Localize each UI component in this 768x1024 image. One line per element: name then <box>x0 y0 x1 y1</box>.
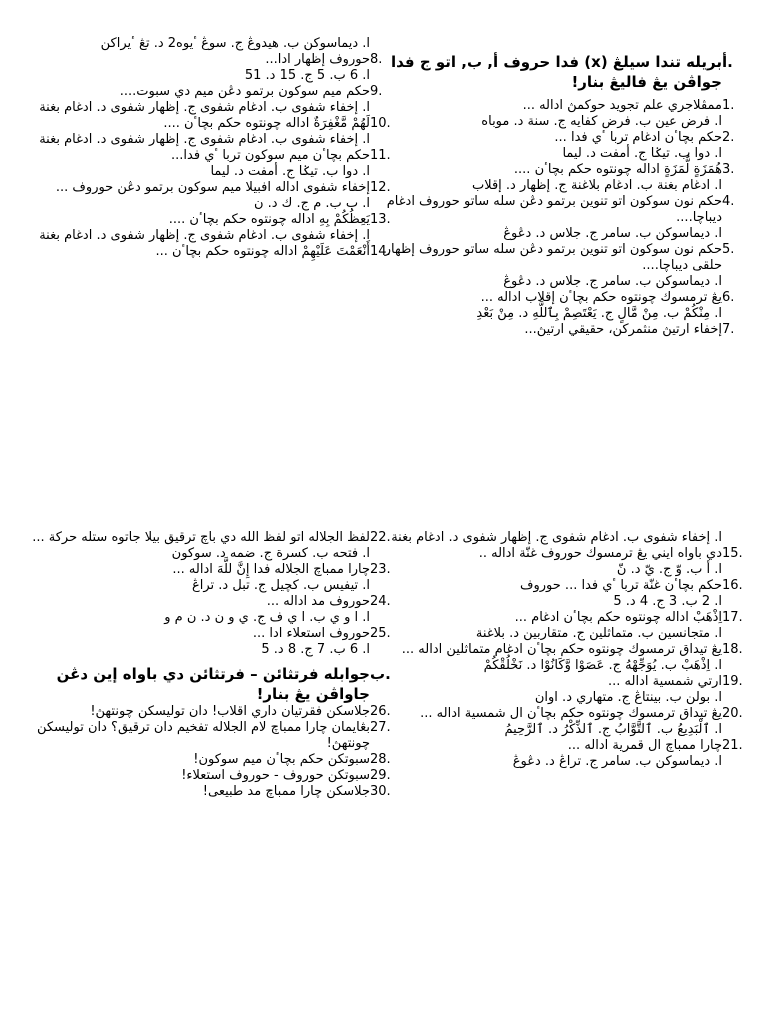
question-17-options: ا. متجانسين ب. متماثلين ج. متقاربين د. بلاغنة <box>475 626 722 641</box>
question-23: 23. چارا ممباچ الجلاله فدا إِنَّ للَّهَ اداله ... <box>172 562 391 577</box>
question-21: 21. چارا ممباچ ال قمرية اداله ... <box>567 738 743 753</box>
question-30: 30. جلاسكن چارا ممباچ مد طبيعى! <box>202 784 391 799</box>
question-1-options: ا. فرض عين ب. فرض كفايه ج. سنة د. موباه <box>481 114 722 129</box>
section-b-heading <box>20 664 392 704</box>
question-15: 15. دي باواه ايني يڠ ترمسوك حوروف غنّة اداله .. <box>478 546 743 561</box>
top-left-column <box>20 36 392 260</box>
question-17: 17. اِذْهَبْ اداله چونتوه حكم بچاٴن ادغام ... <box>514 610 743 625</box>
bottom-right-column <box>376 530 744 770</box>
question-26: 26. جلاسكن فقرتيان داري اقلاب! دان توليسكن چونتهڽ! <box>90 704 391 719</box>
question-21-options: ا. ديماسوكن ب. سامر ج. تراڠ د. دڠوڠ <box>512 754 722 769</box>
question-20: 20. يڠ تيداق ترمسوك چونتوه حكم بچاٴن ال شمسية اداله ... <box>420 706 743 721</box>
bottom-left-column <box>20 530 392 800</box>
question-19: 19. ارتي شمسية اداله ... <box>608 674 743 689</box>
question-16-options: ا. 2 ب. 3 ج. 4 د. 5 <box>613 594 722 609</box>
question-6: 6. يڠ ترمسوك چونتوه حكم بچاٴن إقلاب اداله ... <box>480 290 735 305</box>
question-9: 9. حكم ميم سوكون برتمو دڠن ميم دي سبوت.... <box>119 84 383 99</box>
question-7-options: ا. ديماسوكن ب. هيدوڠ ج. سوڠ ٴيوه2 د. تڠ ٴيراكن <box>100 36 370 51</box>
question-3: 3. هُمَزَةٍ لُّمَزَةٍ اداله چونتوه حكم بچاٴن .... <box>513 162 735 177</box>
question-2: 2. حكم بچاٴن ادغام تربا ٴي فدا ... <box>554 130 735 145</box>
question-24: 24. حوروف مد اداله ... <box>266 594 391 609</box>
section-b-instruction: جوابله فرتثائن – فرتثائن دي باواه إين دڠن جاواڤن يڠ بنار! <box>56 665 370 703</box>
question-25-options: ا. 6 ب. 7 ج. 8 د. 5 <box>261 642 370 657</box>
section-a-heading <box>376 52 744 92</box>
question-29: 29. سبوتكن حوروف - حوروف استعلاء! <box>181 768 391 783</box>
question-4-options: ا. ديماسوكن ب. سامر ج. جلاس د. دڠوڠ <box>503 226 722 241</box>
question-27: 27. بڠايمان چارا ممباچ لام الجلاله تفخيم دان ترقيق؟ دان توليسكن چونتهڽ! <box>36 720 391 751</box>
question-4: 4. حكم نون سوكون اتو تنوين برتمو دڠن سله ساتو حوروف ادغام ديباچا.... <box>386 194 735 225</box>
question-18: 18. يڠ تيداق ترمسوك چونتوه حكم بچاٴن ادغام متماثلين اداله ... <box>401 642 743 657</box>
question-8: 8. حوروف إظهار ادا... <box>265 52 383 67</box>
question-12: 12. إخفاء شفوى اداله افبيلا ميم سوكون برتمو دڠن حوروف ... <box>55 180 391 195</box>
question-14: 14. أَنْعَمْتَ عَلَيْهِمْ اداله چونتوه حكم بچاٴن ... <box>155 244 391 259</box>
question-19-options: ا. بولن ب. بينتاڠ ج. متهاري د. اوان <box>534 690 722 705</box>
section-b-letter: ب. <box>370 665 391 683</box>
question-22: 22. لفظ الجلاله اتو لفظ الله دي باچ ترقيق بيلا جاتوه ستله حركة ... <box>32 530 391 545</box>
question-1: 1. ممڤلاجري علم تجويد حوكمڽ اداله ... <box>522 98 735 113</box>
question-3-options: ا. ادغام بغنة ب. ادغام بلاغنة ج. إظهار د. إقلاب <box>471 178 722 193</box>
question-23-options: ا. تيفيس ب. كچيل ج. تبل د. تراڠ <box>192 578 370 593</box>
question-10-options: ا. إخفاء شفوى ب. ادغام شفوى ج. إظهار شفوى د. ادغام بغنة <box>39 132 370 147</box>
question-12-options: ا. ب ب. م ج. ك د. ن <box>253 196 370 211</box>
question-24-options: ا. ا و ي ب. ا ي ف ج. ي و ن د. ن م و <box>164 610 370 625</box>
question-25: 25. حوروف استعلاء ادا ... <box>252 626 391 641</box>
question-14-options: ا. إخفاء شفوى ب. ادغام شفوى ج. إظهار شفوى د. ادغام بغنة <box>391 530 722 545</box>
question-28: 28. سبوتكن حكم بچاٴن ميم سوكون! <box>193 752 391 767</box>
question-5: 5. حكم نون سوكون اتو تنوين برتمو دڠن سله ساتو حوروف إظهار حلقى ديباچا.... <box>384 242 735 273</box>
question-7: 7. إخفاء ارتيڽ منثمركن، حقيقي ارتيڽ... <box>524 322 735 337</box>
question-11: 11. حكم بچاٴن ميم سوكون تربا ٴي فدا... <box>171 148 391 163</box>
question-22-options: ا. فتحه ب. كسرة ج. ضمه د. سوكون <box>171 546 370 561</box>
question-20-options: ا. ٱلْبَدِيعُ ب. ٱلتَّوَّابُ ج. ٱلذِّكْرُ د. ٱلرَّحِيمُ <box>504 722 722 737</box>
question-5-options: ا. ديماسوكن ب. سامر ج. جلاس د. دڠوڠ <box>503 274 722 289</box>
question-6-options: ا. مِنْكُمْ ب. مِنْ مَّالٍ ج. يَعْتَصِمْ بِٱللَّهِ د. مِنْ بَعْدِ <box>476 306 722 321</box>
question-16: 16. حكم بچاٴن غنّة تربا ٴي فدا ... حوروف <box>520 578 743 593</box>
question-9-options: ا. إخفاء شفوى ب. ادغام شفوى ج. إظهار شفوى د. ادغام بغنة <box>39 100 370 115</box>
question-10: 10. لَهُمْ مَّغْفِرَةٌ اداله چونتوه حكم بچاٴن .... <box>163 116 391 131</box>
question-13: 13. يَعِظُكُمْ بِهِ اداله چونتوه حكم بچاٴن .... <box>168 212 391 227</box>
question-13-options: ا. إخفاء شفوى ب. ادغام شفوى ج. إظهار شفوى د. ادغام بغنة <box>39 228 370 243</box>
question-list <box>376 98 744 338</box>
question-15-options: ا. أ ب. وّ ج. يّ د. نّ <box>616 562 722 577</box>
question-18-options: ا. اِذْهَبْ ب. يُوَجِّهْهُ ج. عَصَوْا وَّكَانُوْا د. نَخْلُقْكُمْ <box>483 658 722 673</box>
section-a-instruction: بريله تندا سيلڠ (x) فدا حروف أ, ب, اتو ج فدا جواڤن يڠ فاليڠ بنار! <box>391 53 722 91</box>
question-2-options: ا. دوا ب. تيݢا ج. أمفت د. ليما <box>562 146 722 161</box>
question-8-options: ا. 6 ب. 5 ج. 15 د. 51 <box>244 68 370 83</box>
question-11-options: ا. دوا ب. تيݢا ج. أمفت د. ليما <box>210 164 370 179</box>
section-a-letter: أ. <box>722 53 733 71</box>
section-a <box>376 52 744 338</box>
